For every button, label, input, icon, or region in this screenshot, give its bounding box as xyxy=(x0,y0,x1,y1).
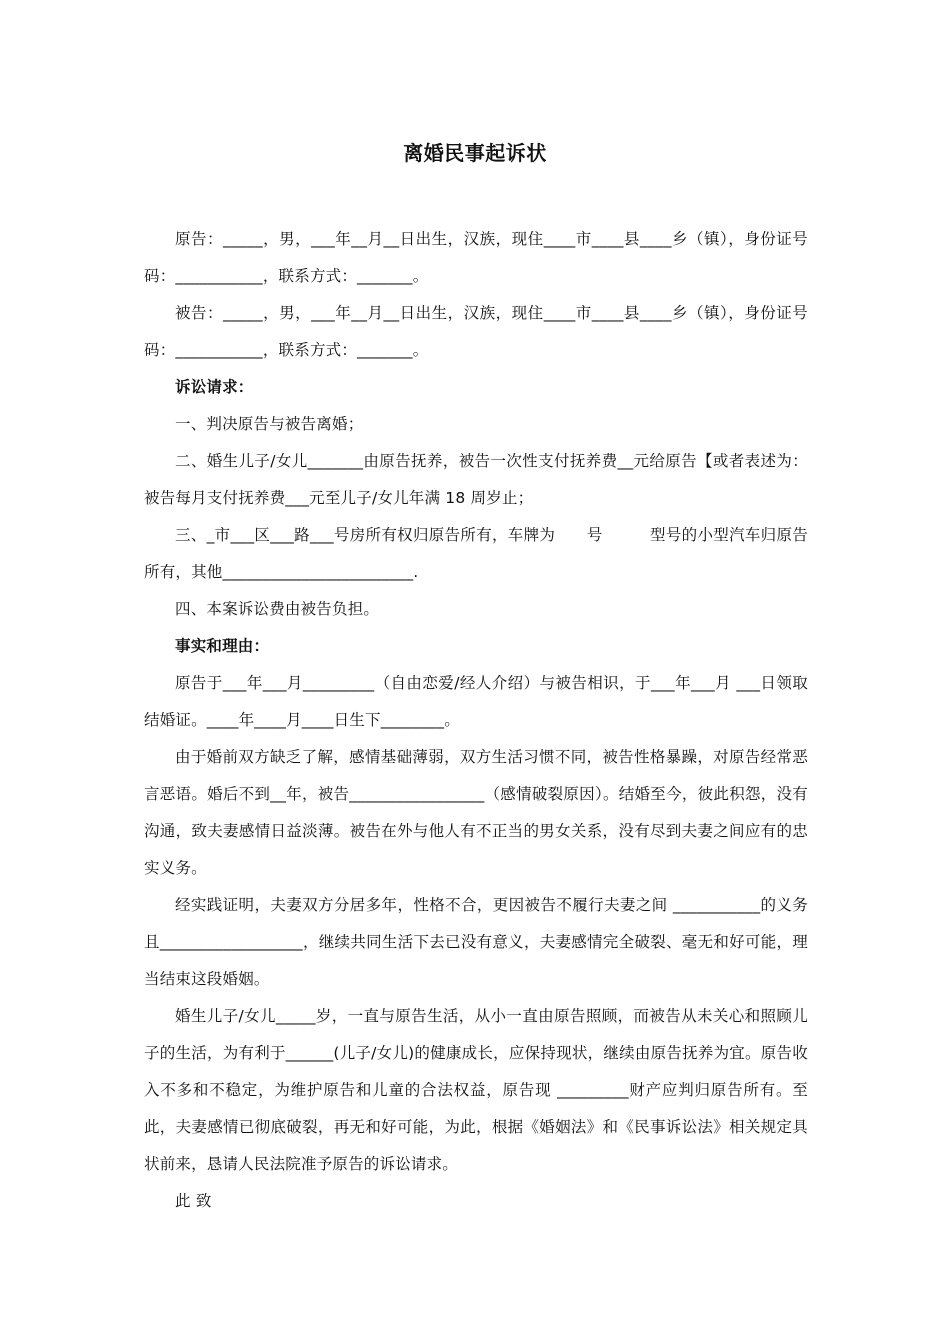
claim-item-2: 二、婚生儿子/女儿_______由原告抚养，被告一次性支付抚养费__元给原告【或者表述为：被告每月支付抚养费___元至儿子/女儿年满 18 周岁止； xyxy=(144,452,808,507)
claim-item-3: 三、_市___区___路___号房所有权归原告所有，车牌为 号 型号的小型汽车归原告所有，其他________________________. xyxy=(144,526,808,581)
facts-paragraph-3: 经实践证明，夫妻双方分居多年，性格不合，更因被告不履行夫妻之间 ___________的义务且__________________，继续共同生活下去已没有意义，夫妻感情完全破裂、毫无和好可能，理当结束这段婚姻。 xyxy=(144,896,808,988)
document-body xyxy=(144,221,808,1220)
claims-heading: 诉讼请求： xyxy=(175,378,254,396)
facts-paragraph-2: 由于婚前双方缺乏了解，感情基础薄弱，双方生活习惯不同，被告性格暴躁，对原告经常恶言恶语。婚后不到__年，被告_________________（感情破裂原因）。结婚至今，彼此积怨，没有沟通，致夫妻感情日益淡薄。被告在外与他人有不正当的男女关系，没有尽到夫妻之间应有的忠实义务。 xyxy=(144,748,808,877)
document-title: 离婚民事起诉状 xyxy=(403,141,547,165)
claim-item-1: 一、判决原告与被告离婚； xyxy=(175,415,364,433)
claim-item-4: 四、本案诉讼费由被告负担。 xyxy=(175,600,380,618)
defendant-info: 被告：_____，男，___年__月__日出生，汉族，现住____市____县____乡（镇），身份证号码：___________，联系方式：_______。 xyxy=(144,304,808,359)
facts-paragraph-1: 原告于___年___月_________（自由恋爱/经人介绍）与被告相识，于___年___月 ___日领取结婚证。____年____月____日生下________。 xyxy=(144,674,808,729)
facts-heading: 事实和理由： xyxy=(175,637,270,655)
closing-salutation: 此 致 xyxy=(175,1192,212,1210)
facts-paragraph-4: 婚生儿子/女儿_____岁，一直与原告生活，从小一直由原告照顾，而被告从未关心和照顾儿子的生活，为有利于______(儿子/女儿)的健康成长，应保持现状，继续由原告抚养为宜。原告收入不多和不稳定，为维护原告和儿童的合法权益，原告现 _________财产应判归原告所有。至此，夫妻感情已彻底破裂，再无和好可能，为此，根据《婚姻法》和《民事诉讼法》相关规定具状前来，恳请人民法院准予原告的诉讼请求。 xyxy=(144,1007,808,1173)
plaintiff-info: 原告：_____，男，___年__月__日出生，汉族，现住____市____县____乡（镇），身份证号码：___________，联系方式：_______。 xyxy=(144,230,808,285)
